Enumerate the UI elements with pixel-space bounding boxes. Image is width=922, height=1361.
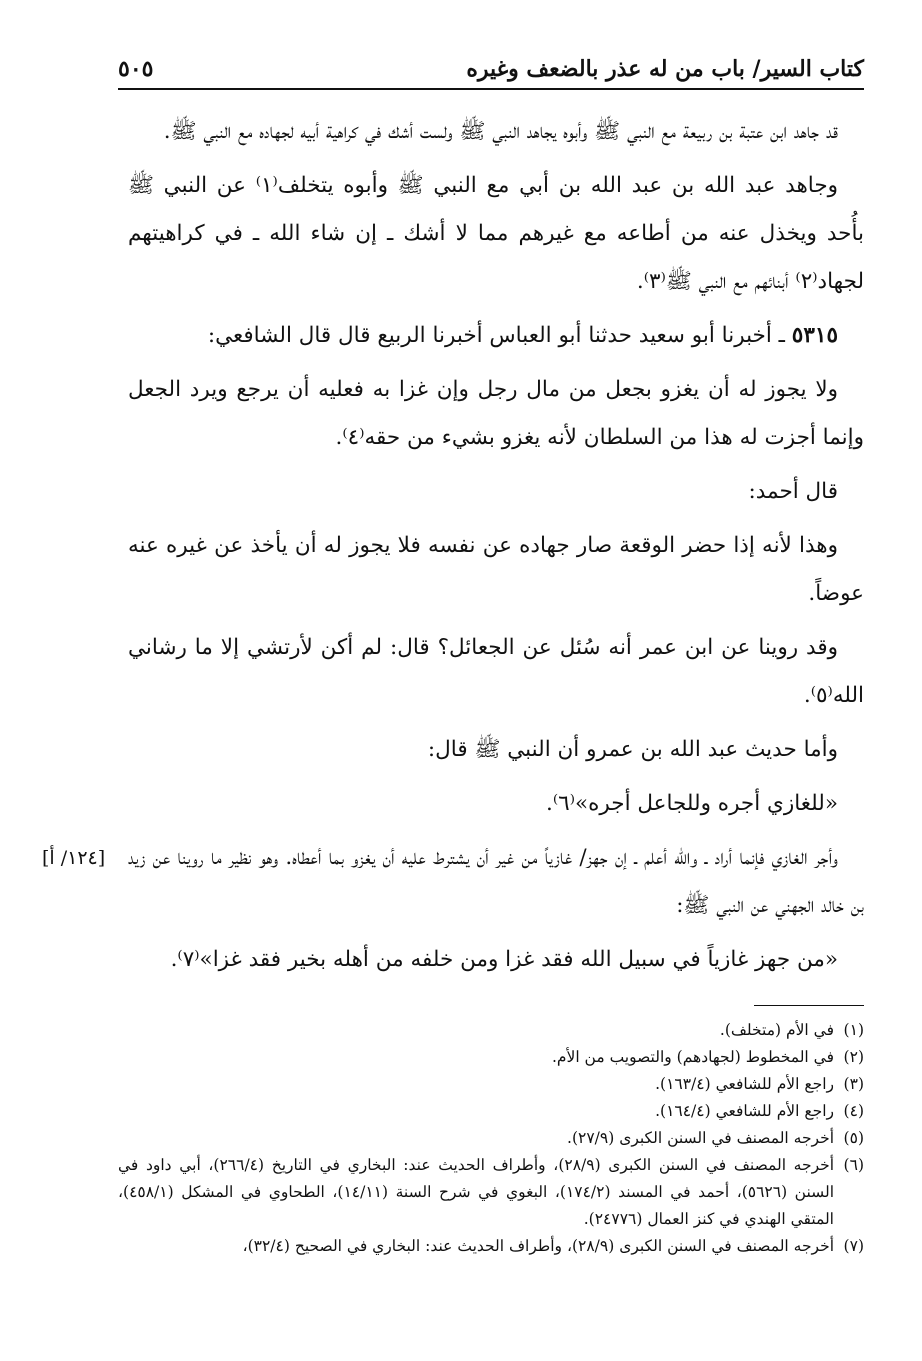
footnote-number: (٤) <box>843 1102 864 1120</box>
footnote-text: راجع الأم للشافعي (١٦٤/٤). <box>655 1102 834 1120</box>
paragraph: وهذا لأنه إذا حضر الوقعة صار جهاده عن نفسه فلا يجوز له أن يأخذ عن غيره عنه عوضاً. <box>128 533 864 606</box>
footnote-text: في المخطوط (لجهادهم) والتصويب من الأم. <box>551 1048 834 1066</box>
manuscript-folio-marker: [١٢٤/ أ] <box>42 847 106 869</box>
footnote-divider <box>754 1005 864 1006</box>
paragraph: قال أحمد: <box>748 479 838 504</box>
footnote-text: أخرجه المصنف في السنن الكبرى (٢٨/٩)، وأطراف الحديث عند: البخاري في التاريخ (٢٦٦/٤)، أبي داود في السنن (٥٦٢٦)، أحمد في المسند (١٧٤/٢)، البغوي في شرح السنة (١٤/١١)، الطحاوي في المشكل (٤٥٨/١)، المتقي الهندي في كنز العمال (٢٤٧٧٦). <box>118 1156 835 1228</box>
footnote-number: (١) <box>843 1021 864 1039</box>
footnote-number: (٦) <box>843 1156 864 1174</box>
footnote <box>118 1098 864 1125</box>
footnote <box>118 1152 864 1233</box>
hadith-isnad: ـ أخبرنا أبو سعيد حدثنا أبو العباس أخبرنا الربيع قال قال الشافعي: <box>207 323 792 348</box>
footnote <box>118 1071 864 1098</box>
footnote-number: (٣) <box>843 1075 864 1093</box>
hadith-number: ٥٣١٥ <box>791 323 838 348</box>
footnote <box>118 1125 864 1152</box>
footnotes <box>118 1017 864 1260</box>
paragraph: وجاهد عبد الله بن عبد الله بن أبي مع النبي ﷺ وأبوه يتخلف⁽١⁾ عن النبي ﷺ بأُحد ويخذل عنه من أطاعه مع غيرهم مما لا أشك ـ إن شاء الله ـ في كراهيتهم لجهاد⁽٢⁾ أبنائهم مع النبي ﷺ⁽٣⁾. <box>128 173 864 294</box>
main-text <box>42 108 864 990</box>
folio-wrap <box>42 834 864 930</box>
footnote-text: في الأم (متخلف). <box>719 1021 834 1039</box>
footnote <box>118 1233 864 1260</box>
paragraph: وأما حديث عبد الله بن عمرو أن النبي ﷺ قال: <box>427 737 838 762</box>
running-title: كتاب السير/ باب من له عذر بالضعف وغيره <box>466 56 864 82</box>
paragraph: ولا يجوز له أن يغزو بجعل من مال رجل وإن غزا به فعليه أن يرجع ويرد الجعل وإنما أجزت له هذا من السلطان لأنه يغزو بشيء من حقه⁽٤⁾. <box>128 377 864 450</box>
footnote-number: (٥) <box>843 1129 864 1147</box>
footnote-text: راجع الأم للشافعي (١٦٣/٤). <box>655 1075 834 1093</box>
paragraph: قد جاهد ابن عتبة بن ربيعة مع النبي ﷺ وأبوه يجاهد النبي ﷺ ولست أشك في كراهية أبيه لجهاده مع النبي ﷺ. <box>163 119 838 144</box>
quotation: «من جهز غازياً في سبيل الله فقد غزا ومن خلفه من أهله بخير فقد غزا»⁽٧⁾. <box>170 947 838 972</box>
paragraph: وقد روينا عن ابن عمر أنه سُئل عن الجعائل؟ قال: لم أكن لأرتشي إلا ما رشاني الله⁽٥⁾. <box>128 635 864 708</box>
running-header <box>118 44 864 90</box>
footnote <box>118 1017 864 1044</box>
footnote-text: أخرجه المصنف في السنن الكبرى (٢٧/٩). <box>567 1129 834 1147</box>
footnote-number: (٢) <box>843 1048 864 1066</box>
paragraph: وأجر الغازي فإنما أراد ـ والله أعلم ـ إن جهز/ غازياً من غير أن يشترط عليه أن يغزو بما أعطاه. وهو نظير ما روينا عن زيد بن خالد الجهني عن النبي ﷺ: <box>128 845 864 918</box>
footnote-text: أخرجه المصنف في السنن الكبرى (٢٨/٩)، وأطراف الحديث عند: البخاري في الصحيح (٣٢/٤)، <box>242 1237 834 1255</box>
footnote <box>118 1044 864 1071</box>
footnote-number: (٧) <box>843 1237 864 1255</box>
quotation: «للغازي أجره وللجاعل أجره»⁽٦⁾. <box>546 791 838 816</box>
page-number: ٥٠٥ <box>118 56 154 82</box>
hadith-paragraph <box>128 312 864 360</box>
